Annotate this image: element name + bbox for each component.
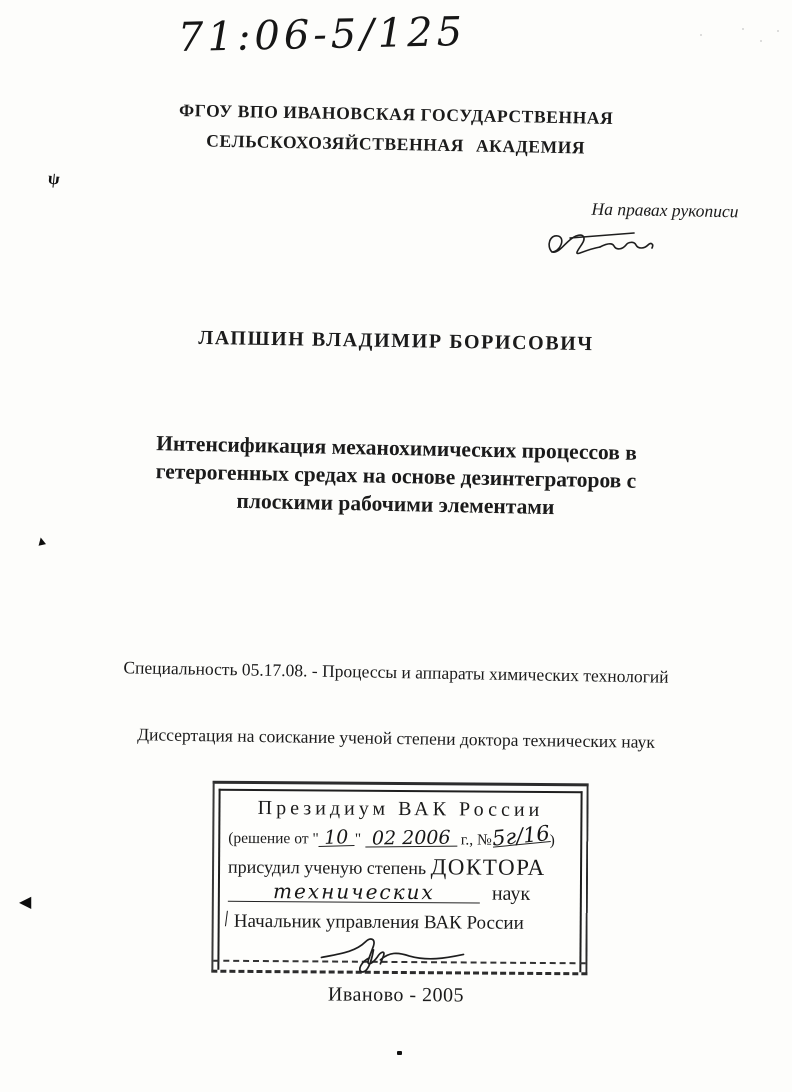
institution-line2: СЕЛЬСКОХОЗЯЙСТВЕННАЯ АКАДЕМИЯ [206,130,586,158]
award-text: присудил ученую степень [228,856,427,879]
decision-quote: " [354,830,362,848]
title-line: плоскими рабочими элементами [236,488,555,520]
ink-blot-icon: ◀ [19,894,32,911]
dissertation-title [0,426,792,526]
scan-speck [742,28,744,30]
decision-close: ) [549,832,555,850]
stamp-inner-frame [217,789,582,973]
decision-mid: г., № [460,831,492,849]
official-signature-icon [317,929,467,976]
scan-speck [777,30,779,32]
institution-name [0,92,792,167]
thesis-type-line: Диссертация на соискание ученой степени доктора технических наук [137,724,655,752]
institution-line1: ФГОУ ВПО ИВАНОВСКАЯ ГОСУДАРСТВЕННАЯ [178,100,614,128]
official-title: Начальник управления ВАК России [233,910,524,934]
manuscript-rights-note: На правах рукописи [591,198,739,222]
scan-speck [760,40,762,42]
author-name: ЛАПШИН ВЛАДИМИР БОРИСОВИЧ [198,326,594,356]
ink-blot-icon: ψ [47,168,61,189]
handwritten-number: 5г/16 [490,821,551,851]
stamp-field-line [228,881,572,906]
ink-blot-icon: ▲ [33,531,50,550]
author-signature-icon [542,224,660,266]
degree-word: ДОКТОРА [430,854,546,881]
ink-stroke: / [220,905,232,932]
handwritten-month-year: 02 2006 [365,830,457,848]
title-line: гетерогенных средах на основе дезинтеграторов с [155,459,637,493]
specialty-line: Специальность 05.17.08. - Процессы и аппараты химических технологий [123,657,669,687]
city-year-line: Иваново - 2005 [327,983,465,1007]
vak-approval-stamp [211,781,588,976]
title-line: Интенсификация механохимических процессов в [156,431,638,465]
stamp-header: Президиум ВАК России [257,797,544,821]
stamp-award-line [228,853,572,881]
ink-dot [397,1051,402,1055]
decision-prefix: (решение от " [228,829,319,848]
stamp-decision-line [228,821,572,851]
handwritten-catalog-code: 71:06-5/125 [177,8,467,62]
field-suffix: наук [491,882,531,905]
handwritten-field: технических [228,881,480,904]
handwritten-day: 10 [319,829,355,847]
stamp-signature-row [227,933,571,971]
scan-speck [700,34,702,36]
